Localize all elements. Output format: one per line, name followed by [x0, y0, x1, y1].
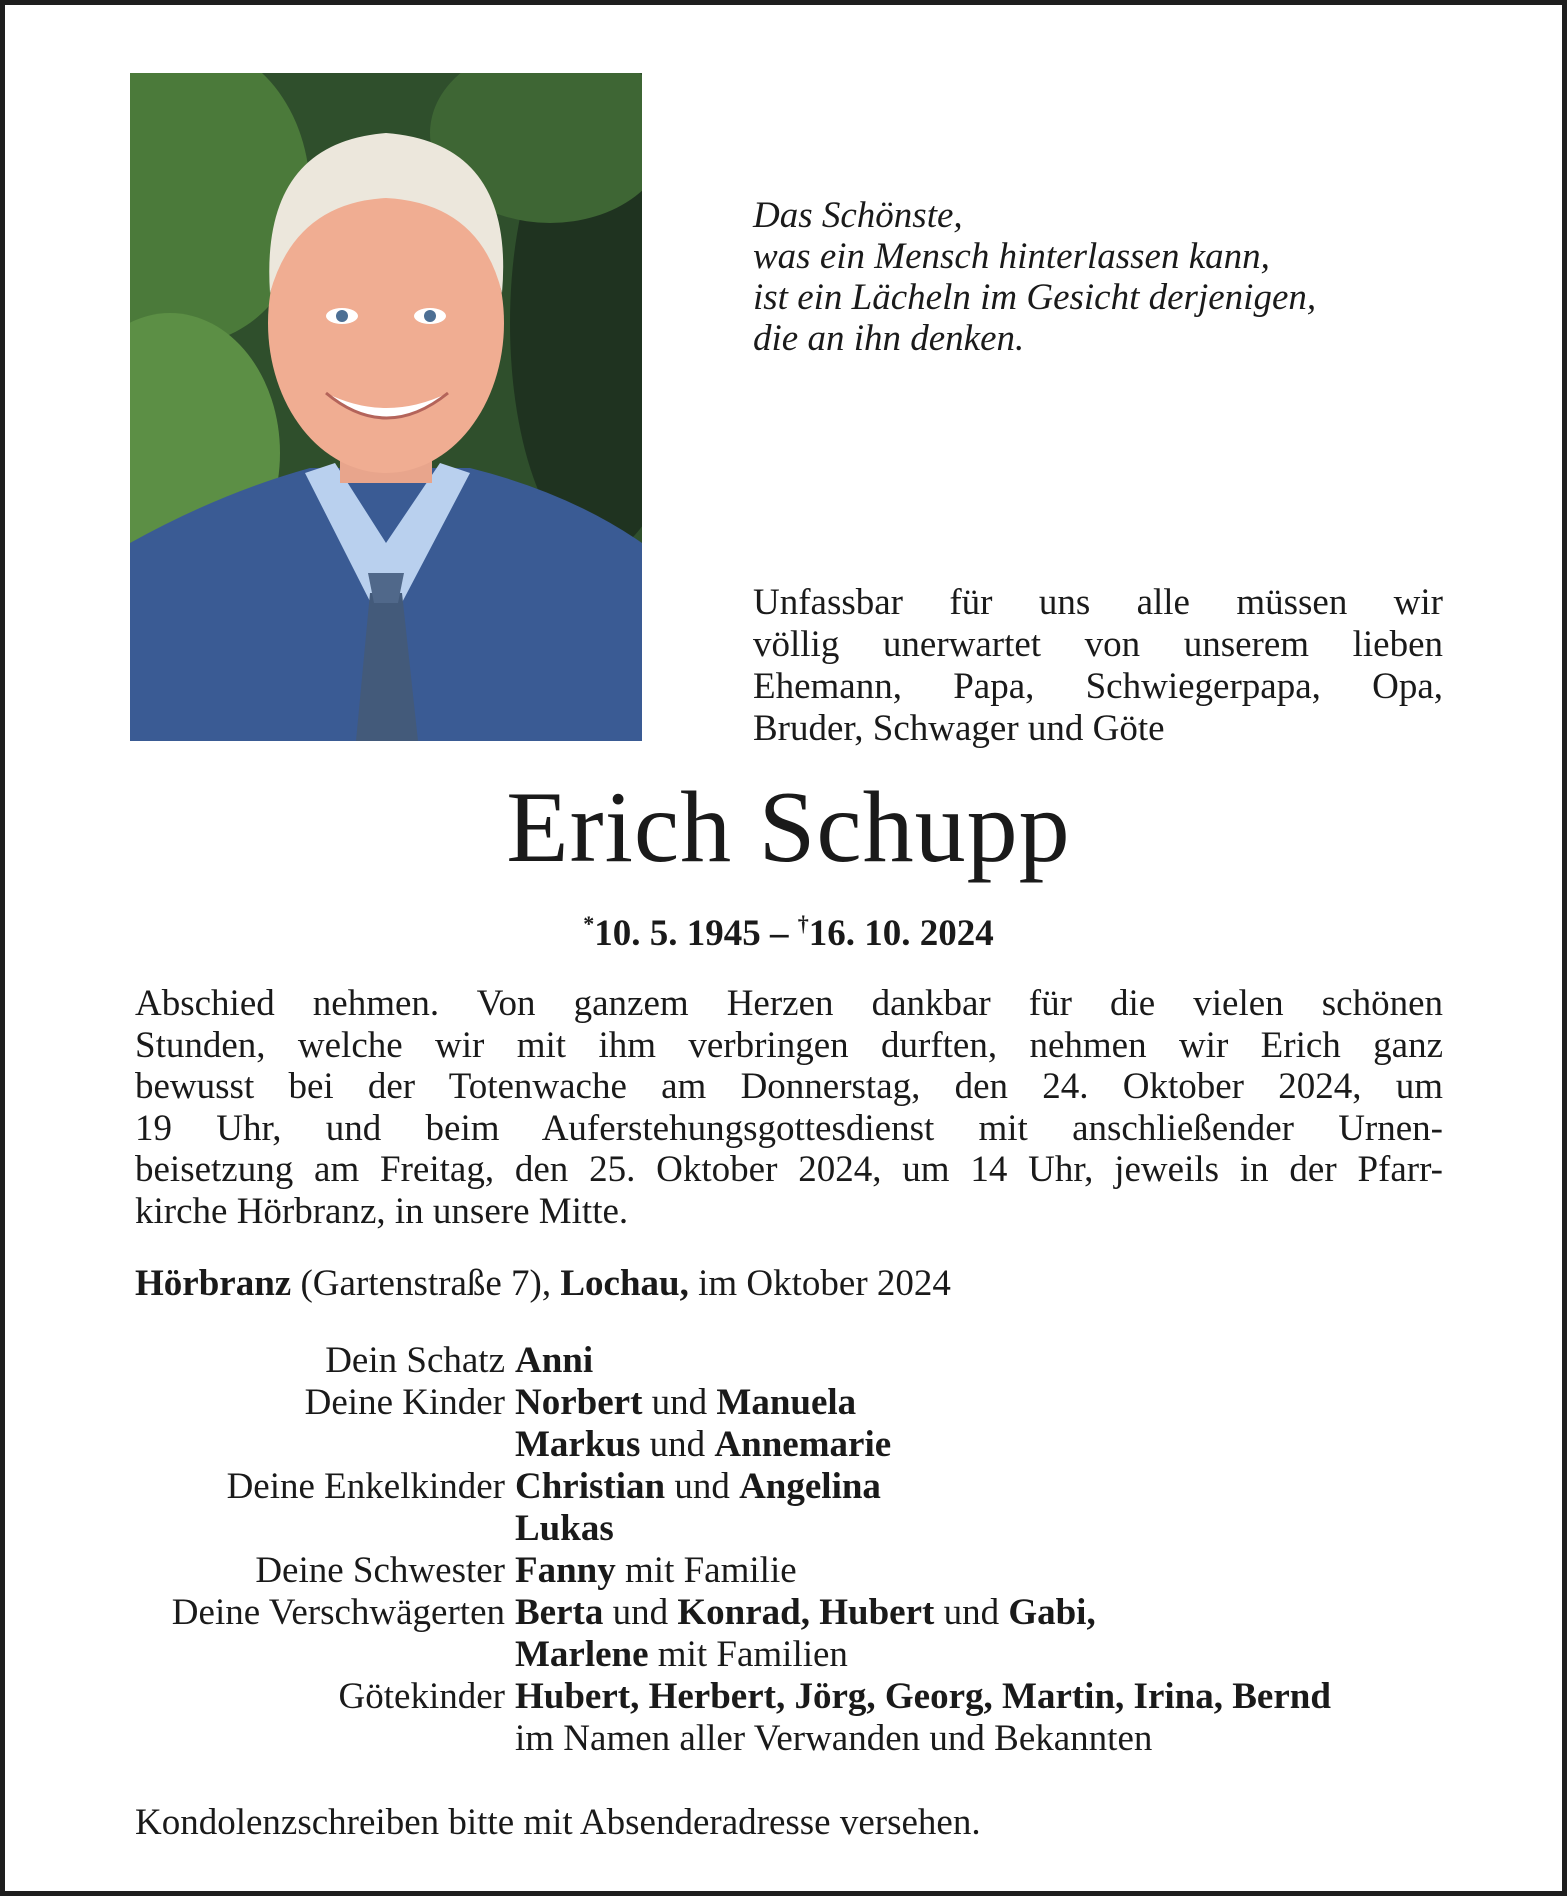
- relation-label: Dein Schatz: [325, 1340, 505, 1381]
- mourners-row: [95, 1676, 1495, 1718]
- quote-line: Das Schönste,: [753, 195, 963, 236]
- mourner-names: [515, 1382, 1495, 1424]
- mourners-list: [95, 1340, 1495, 1760]
- quote-line: ist ein Lächeln im Gesicht derjenigen,: [753, 277, 1317, 318]
- month-year: im Oktober 2024: [688, 1263, 951, 1304]
- mourner-names: [515, 1340, 1495, 1382]
- relation-label: [95, 1508, 515, 1550]
- mourner-name: Hubert, Herbert, Jörg, Georg, Martin, Irina, Bernd: [515, 1676, 1331, 1717]
- connector: und: [642, 1382, 717, 1423]
- mourner-name: Christian: [515, 1466, 666, 1507]
- mourners-row: [95, 1424, 1495, 1466]
- mourner-name: Anni: [515, 1340, 594, 1381]
- mourner-name: Lukas: [515, 1508, 614, 1549]
- intro-line: Unfassbar für uns alle müssen wir: [753, 582, 1443, 623]
- mourner-name: Berta: [515, 1592, 604, 1633]
- death-date: 16. 10. 2024: [808, 913, 994, 954]
- mourner-name: Gabi,: [1008, 1592, 1096, 1633]
- relation-label: [95, 1718, 515, 1760]
- memorial-quote: [753, 195, 1473, 359]
- death-symbol: †: [797, 911, 809, 936]
- mourner-names: [515, 1508, 1495, 1550]
- body-line: kirche Hörbranz, in unsere Mitte.: [135, 1190, 629, 1232]
- mourner-name: Konrad, Hubert: [677, 1592, 935, 1633]
- mourner-name: Marlene: [515, 1634, 649, 1675]
- relation-label: Deine Verschwägerten: [171, 1592, 505, 1633]
- relation-label: Deine Kinder: [304, 1382, 505, 1423]
- mourner-name: Manuela: [716, 1382, 857, 1423]
- mourner-names: [515, 1676, 1495, 1718]
- mourners-row: [95, 1592, 1495, 1634]
- funeral-details: [135, 983, 1443, 1232]
- mourner-name: Norbert: [515, 1382, 643, 1423]
- town-name: Hörbranz: [135, 1263, 292, 1304]
- body-line: 19 Uhr, und beim Auferstehungsgottesdienst mit anschließender Urnen-: [135, 1107, 1443, 1149]
- birth-symbol: *: [583, 911, 595, 936]
- mourner-name: Fanny: [515, 1550, 616, 1591]
- mourner-names: [515, 1550, 1495, 1592]
- mourners-row: [95, 1634, 1495, 1676]
- relation-label: [95, 1634, 515, 1676]
- mourners-row: [95, 1550, 1495, 1592]
- deceased-name: Erich Schupp: [506, 771, 1071, 884]
- closing-note: im Namen aller Verwanden und Bekannten: [515, 1718, 1153, 1759]
- quote-line: die an ihn denken.: [753, 318, 1025, 359]
- mourners-row: [95, 1466, 1495, 1508]
- connector: und: [603, 1592, 678, 1633]
- mourner-names: [515, 1592, 1495, 1634]
- mourner-names: [515, 1424, 1495, 1466]
- body-line: beisetzung am Freitag, den 25. Oktober 2024, um 14 Uhr, jeweils in der Pfarr-: [135, 1149, 1443, 1190]
- address: (Gartenstraße 7),: [291, 1263, 561, 1304]
- body-line: Abschied nehmen. Von ganzem Herzen dankbar für die vielen schönen: [135, 983, 1443, 1024]
- condolence-note: Kondolenzschreiben bitte mit Absenderadresse versehen.: [135, 1802, 981, 1843]
- relation-label: Deine Enkelkinder: [226, 1466, 505, 1507]
- announcement-intro: [753, 582, 1443, 750]
- mourner-name: Markus: [515, 1424, 641, 1465]
- mourners-row: [95, 1718, 1495, 1760]
- connector: mit Familie: [615, 1550, 797, 1591]
- relation-label: Götekinder: [338, 1676, 505, 1717]
- mourner-names: [515, 1466, 1495, 1508]
- quote-line: was ein Mensch hinterlassen kann,: [753, 236, 1270, 277]
- mourner-name: Annemarie: [714, 1424, 892, 1465]
- intro-line: völlig unerwartet von unserem lieben: [753, 624, 1443, 665]
- connector: und: [665, 1466, 740, 1507]
- mourner-name: Angelina: [739, 1466, 881, 1507]
- connector: mit Familien: [648, 1634, 848, 1675]
- body-line: bewusst bei der Totenwache am Donnerstag, den 24. Oktober 2024, um: [135, 1066, 1443, 1107]
- life-dates: [5, 903, 1567, 955]
- intro-line: Bruder, Schwager und Göte: [753, 708, 1165, 749]
- birth-date: 10. 5. 1945: [594, 913, 761, 954]
- town-name: Lochau,: [560, 1263, 689, 1304]
- date-separator: –: [760, 913, 798, 954]
- connector: und: [934, 1592, 1009, 1633]
- place-and-date: [135, 1263, 1435, 1305]
- relation-label: [95, 1424, 515, 1466]
- mourners-row: [95, 1340, 1495, 1382]
- portrait-image: [130, 73, 642, 741]
- mourners-row: [95, 1508, 1495, 1550]
- intro-line: Ehemann, Papa, Schwiegerpapa, Opa,: [753, 666, 1443, 707]
- mourner-names: [515, 1634, 1495, 1676]
- mourners-row: [95, 1382, 1495, 1424]
- relation-label: Deine Schwester: [255, 1550, 505, 1591]
- connector: und: [640, 1424, 715, 1465]
- portrait-photo: [130, 73, 642, 741]
- body-line: Stunden, welche wir mit ihm verbringen durften, nehmen wir Erich ganz: [135, 1024, 1443, 1066]
